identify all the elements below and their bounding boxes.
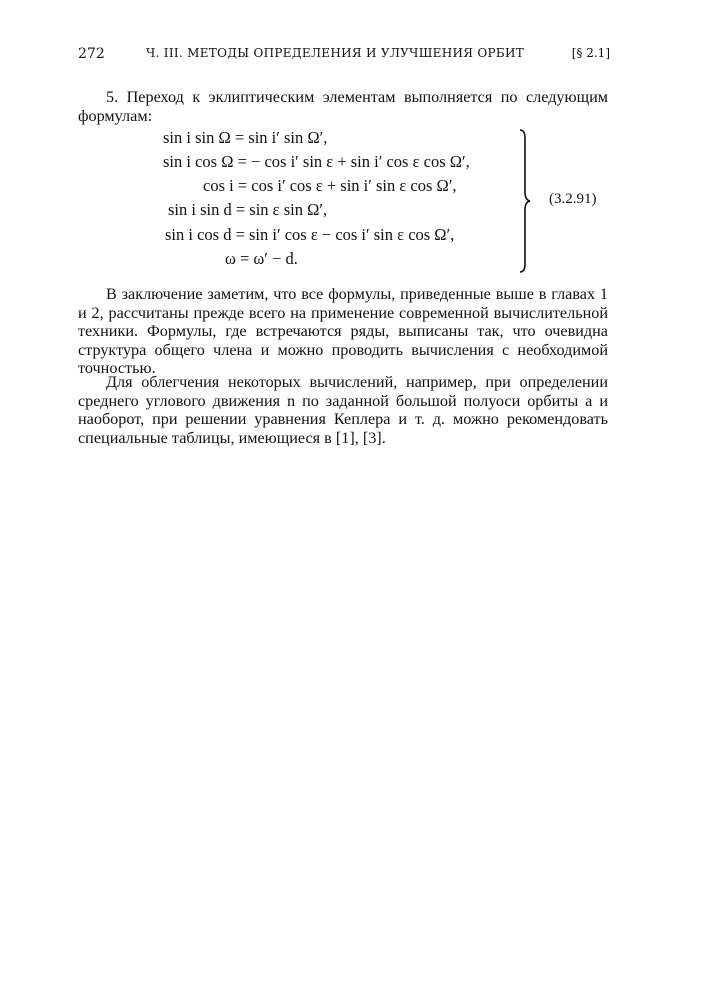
formula-block: [78, 128, 608, 278]
formula-line: sin i cos d = sin i′ cos ε − cos i′ sin ε cos Ω′,: [165, 225, 455, 244]
section-reference: [§ 2.1]: [571, 46, 610, 60]
intro-paragraph: 5. Переход к эклиптическим элементам выполняется по следующим формулам:: [78, 88, 608, 125]
page-number: 272: [78, 46, 105, 62]
formula-line: sin i sin d = sin ε sin Ω′,: [168, 200, 328, 219]
equation-number: (3.2.91): [549, 191, 597, 207]
running-title: Ч. III. МЕТОДЫ ОПРЕДЕЛЕНИЯ И УЛУЧШЕНИЯ ОРБИТ: [146, 46, 525, 60]
formula-line: cos i = cos i′ cos ε + sin i′ sin ε cos Ω′,: [203, 176, 457, 195]
conclusion-paragraph: В заключение заметим, что все формулы, приведенные выше в главах 1 и 2, рассчитаны прежде всего на применение современной вычислительной техники. Формулы, где встречаются ряды, выписаны так, что очевидна структура общего члена и можно проводить вычисления с необходимой точностью.: [78, 285, 608, 377]
formula-line: ω = ω′ − d.: [225, 249, 298, 268]
tables-paragraph: Для облегчения некоторых вычислений, например, при определении среднего углового движения n по заданной большой полуоси орбиты a и наоборот, при решении уравнения Кеплера и т. д. можно рекомендовать специальные таблицы, имеющиеся в [1], [3].: [78, 373, 608, 447]
right-brace-icon: [518, 128, 532, 274]
formula-line: sin i sin Ω = sin i′ sin Ω′,: [163, 128, 328, 147]
page-header: [78, 46, 610, 66]
formula-line: sin i cos Ω = − cos i′ sin ε + sin i′ cos ε cos Ω′,: [163, 152, 470, 171]
